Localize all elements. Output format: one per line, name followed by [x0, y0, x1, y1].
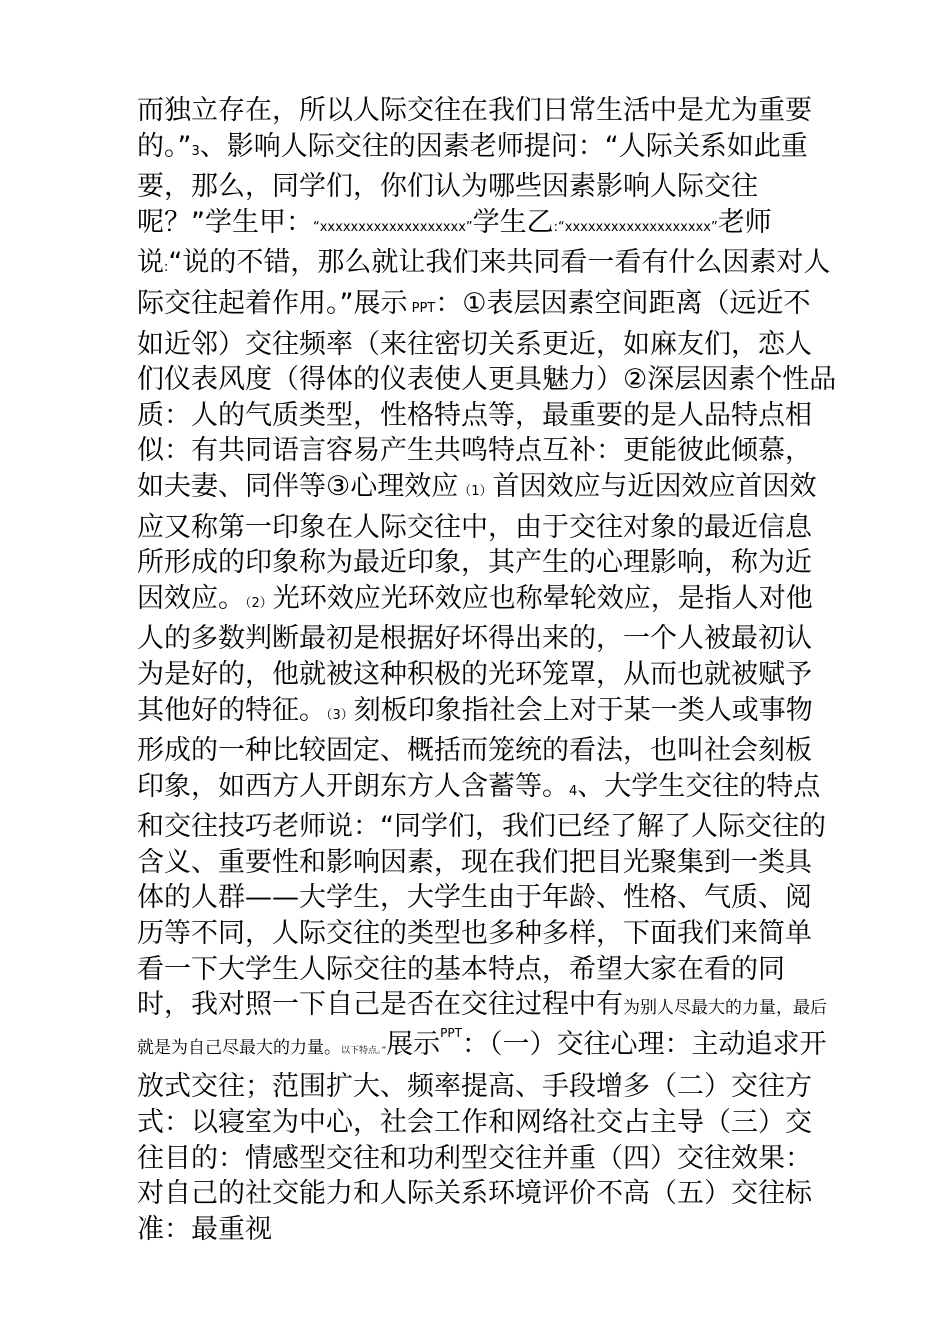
text-segment: “说的不错，那么就让我们来共同看一看有什么因素对人际交往起着作用。”展示 [137, 247, 831, 319]
colon-mark: : [164, 260, 169, 276]
item-number: （3） [326, 707, 354, 723]
ppt-label: PPT [440, 1025, 462, 1040]
text-segment: 而独立存在，所以人际交往在我们日常生活中是尤为重要的。” [137, 95, 812, 162]
text-segment: 刻板印象指社会上对于某一类人或事物形成的一种比较固定、概括而笼统的看法，也叫社会刻板印象，如西方人开朗东方人含蓄等。 [137, 694, 813, 802]
text-segment: 展示 [386, 1028, 441, 1060]
text-segment: 学生乙 [472, 206, 554, 238]
section-number: 4 [569, 783, 578, 799]
text-segment: ：（一）交往心理：主动追求开放式交往；范围扩大、频率提高、手段增多（二）交往方式：以寝室为中心，社会工作和网络社交占主导（三）交往目的：情感型交往和功利型交往并重（四）交往效果：对自己的社交能力和人际关系环境评价不高（五）交往标准：最重视 [137, 1028, 827, 1245]
inserted-sentence: 为别人尽最大的力量，最后就是为自己尽最大的力量。 [137, 998, 827, 1058]
ppt-label: PPT [407, 300, 436, 316]
placeholder-answer: :“xxxxxxxxxxxxxxxxxxx” [553, 219, 718, 235]
item-number: （2） [245, 595, 273, 611]
section-number: 3 [191, 143, 200, 159]
item-number: （1） [458, 483, 493, 499]
small-note: 以下特点。” [341, 1045, 387, 1056]
text-segment: 老师说 [137, 206, 772, 279]
placeholder-answer: “xxxxxxxxxxxxxxxxxxx” [313, 219, 473, 235]
text-segment: 光环效应光环效应也称晕轮效应，是指人对他人的多数判断最初是根据好坏得出来的，一个人被最初认为是好的，他就被这种积极的光环笼罩，从而也就被赋予其他好的特征。 [137, 582, 813, 726]
text-segment: 首因效应与近因效应首因效应又称第一印象在人际交往中，由于交往对象的最近信息所形成的印象称为最近印象，其产生的心理影响，称为近因效应。 [137, 470, 817, 614]
text-segment: 、大学生交往的特点和交往技巧老师说：“同学们，我们已经了解了人际交往的含义、重要性和影响因素，现在我们把目光聚集到一类具体的人群——大学生，大学生由于年龄、性格、气质、阅历等不同，人际交往的类型也多种多样，下面我们来简单看一下大学生人际交往的基本特点，希望大家在看的同时，我对照一下自己是否在交往过程中有 [137, 770, 826, 1021]
text-segment: ：①表层因素空间距离（远近不如近邻）交往频率（来往密切关系更近，如麻友们，恋人们仪表风度（得体的仪表使人更具魅力）②深层因素个性品质：人的气质类型，性格特点等，最重要的是人品特点相似：有共同语言容易产生共鸣特点互补：更能彼此倾慕，如夫妻、同伴等③心理效应 [137, 287, 837, 502]
body-paragraph [137, 93, 837, 1247]
text-segment: 、影响人际交往的因素老师提问：“人际关系如此重要，那么，同学们，你们认为哪些因素影响人际交往呢？”学生甲： [137, 130, 808, 238]
